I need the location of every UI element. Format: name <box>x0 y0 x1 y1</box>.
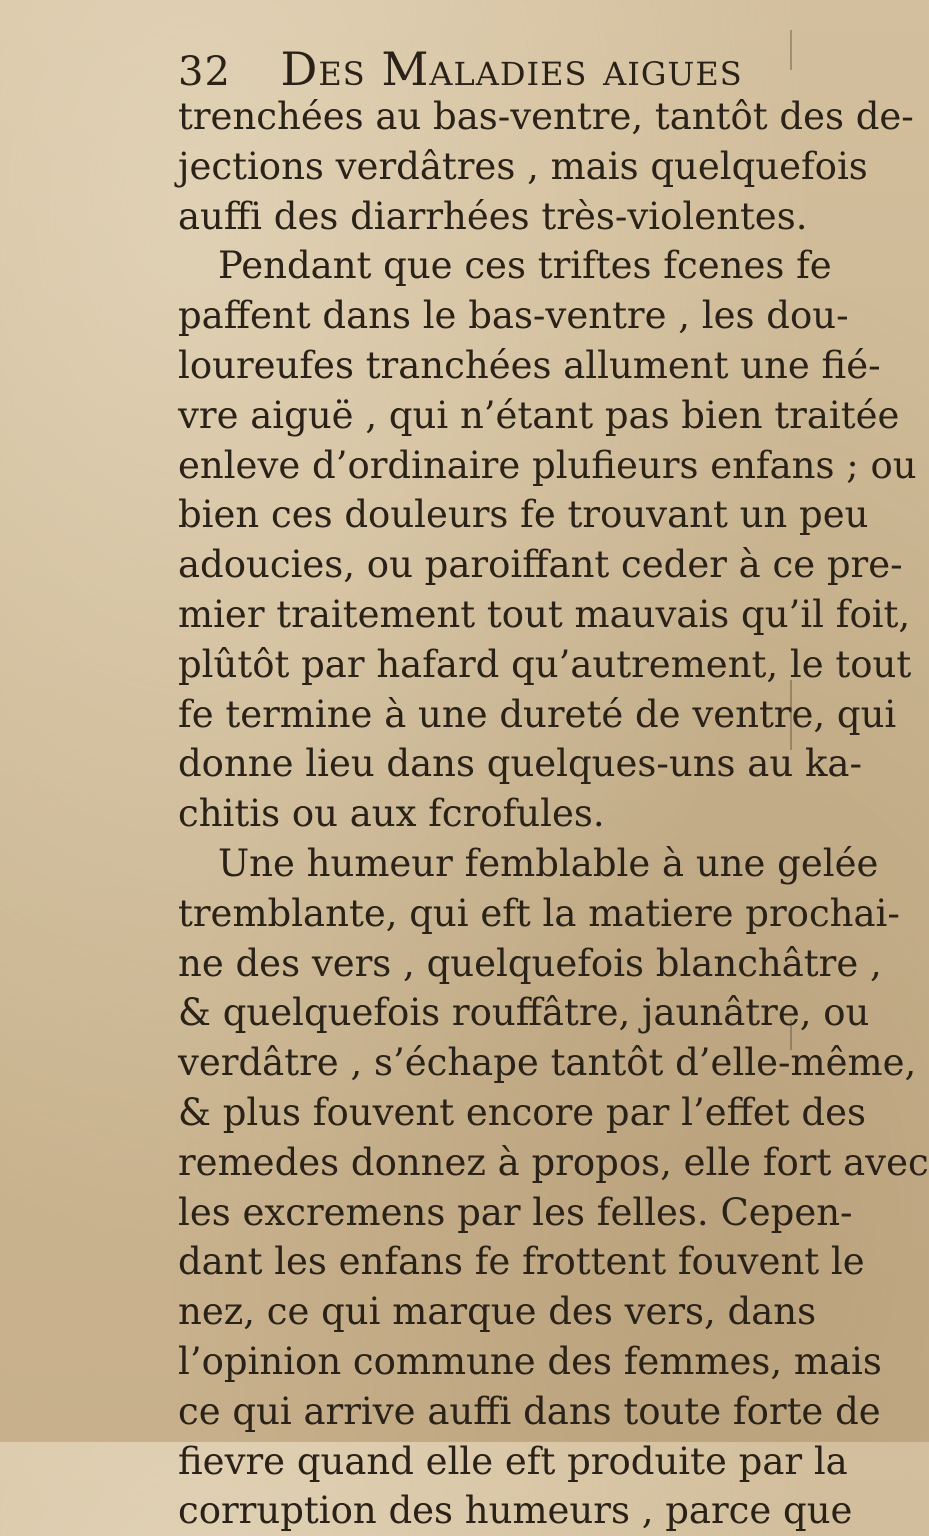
body-text <box>178 92 929 1536</box>
text-line: corruption des humeurs , parce que <box>178 1489 853 1533</box>
text-line: l’opinion commune des femmes, mais <box>178 1339 882 1383</box>
page-edge-shadow <box>790 30 792 70</box>
running-title: Des Maladies aigues <box>280 42 743 96</box>
text-line: & quelquefois rouffâtre, jaunâtre, ou <box>178 991 870 1035</box>
text-line: les excremens par les felles. Cepen- <box>178 1190 853 1234</box>
text-line: & plus fouvent encore par l’effet des <box>178 1090 866 1134</box>
text-line: nez, ce qui marque des vers, dans <box>178 1290 817 1334</box>
text-line: adoucies, ou paroiffant ceder à ce pre- <box>178 543 903 587</box>
text-line: verdâtre , s’échape tantôt d’elle-même, <box>178 1041 917 1085</box>
text-line: chitis ou aux fcrofules. <box>178 792 605 836</box>
text-line: mier traitement tout mauvais qu’il foit, <box>178 592 911 636</box>
page-header <box>178 40 743 98</box>
text-line: dant les enfans fe frottent fouvent le <box>178 1240 865 1284</box>
text-line: plûtôt par hafard qu’autrement, le tout <box>178 642 912 686</box>
text-line: enleve d’ordinaire plufieurs enfans ; ou <box>178 443 917 487</box>
page-edge-shadow <box>790 1020 792 1050</box>
text-line: jections verdâtres , mais quelquefois <box>178 144 868 188</box>
text-line: Pendant que ces triftes fcenes fe <box>218 244 832 288</box>
text-line: auffi des diarrhées très-violentes. <box>178 194 808 238</box>
text-line: loureufes tranchées allument une fié- <box>178 343 881 387</box>
text-line: bien ces douleurs fe trouvant un peu <box>178 493 869 537</box>
text-line: ne des vers , quelquefois blanchâtre , <box>178 941 882 985</box>
text-line: ce qui arrive auffi dans toute forte de <box>178 1389 881 1433</box>
text-line: donne lieu dans quelques-uns au ka- <box>178 742 862 786</box>
text-line: fievre quand elle eft produite par la <box>178 1439 848 1483</box>
text-line: paffent dans le bas-ventre , les dou- <box>178 294 849 338</box>
text-line: remedes donnez à propos, elle fort avec <box>178 1140 929 1184</box>
text-line: fe termine à une dureté de ventre, qui <box>178 692 897 736</box>
page-edge-shadow <box>790 680 792 750</box>
text-line: trenchées au bas-ventre, tantôt des de- <box>178 95 914 138</box>
text-line: vre aiguë , qui n’étant pas bien traitée <box>178 393 900 437</box>
page-number: 32 <box>178 49 231 95</box>
text-line: Une humeur femblable à une gelée <box>218 841 879 885</box>
text-line: tremblante, qui eft la matiere prochai- <box>178 891 900 935</box>
